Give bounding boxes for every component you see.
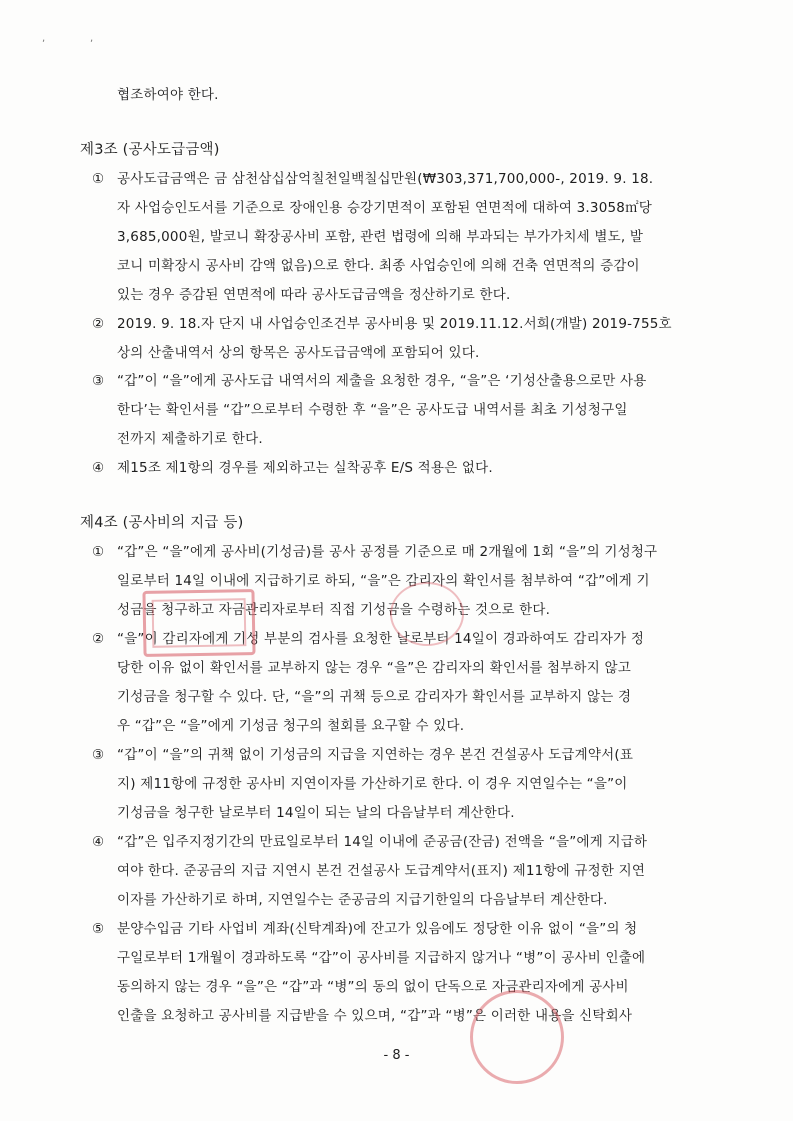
text-line: 이자를 가산하기로 하며, 지연일수는 준공금의 지급기한일의 다음날부터 계산한다. — [117, 892, 608, 908]
item-marker: ⑤ — [92, 921, 105, 937]
text-line: “갑”이 “을”에게 공사도급 내역서의 제출을 요청한 경우, “을”은 ‘기성산출용으로만 사용 — [117, 373, 647, 389]
text-line: 협조하여야 한다. — [117, 87, 219, 103]
item-marker: ② — [92, 631, 105, 647]
text-line: 동의하지 않는 경우 “을”은 “갑”과 “병”의 동의 없이 단독으로 자금관리자에게 공사비 — [117, 979, 629, 995]
item-marker: ① — [92, 544, 105, 560]
text-line: 2019. 9. 18.자 단지 내 사업승인조건부 공사비용 및 2019.11.12.서희(개발) 2019-755호 — [117, 316, 672, 332]
text-line: 구일로부터 1개월이 경과하도록 “갑”이 공사비를 지급하지 않거나 “병”이 공사비 인출에 — [117, 950, 646, 966]
item-marker: ③ — [92, 747, 105, 763]
text-line: 있는 경우 증감된 연면적에 따라 공사도급금액을 정산하기로 한다. — [117, 287, 511, 303]
text-line: 기성금을 청구할 수 있다. 단, “을”의 귀책 등으로 감리자가 확인서를 교부하지 않는 경 — [117, 689, 632, 705]
text-line: 분양수입금 기타 사업비 계좌(신탁계좌)에 잔고가 있음에도 정당한 이유 없이 “을”의 청 — [117, 921, 638, 937]
seal-stamp — [142, 589, 255, 657]
item-marker: ② — [92, 316, 105, 332]
seal-stamp — [390, 582, 464, 646]
text-line: 제15조 제1항의 경우를 제외하고는 실착공후 E/S 적용은 없다. — [117, 460, 493, 476]
text-line: 한다’는 확인서를 “갑”으로부터 수령한 후 “을”은 공사도급 내역서를 최초 기성청구일 — [117, 402, 628, 418]
text-line: 지) 제11항에 규정한 공사비 지연이자를 가산하기로 한다. 이 경우 지연일수는 “을”이 — [117, 776, 628, 792]
text-line: 상의 산출내역서 상의 항목은 공사도급금액에 포함되어 있다. — [117, 345, 480, 361]
article-3-heading: 제3조 (공사도급금액) — [80, 142, 220, 158]
text-line: 전까지 제출하기로 한다. — [117, 431, 263, 447]
article-4-heading: 제4조 (공사비의 지급 등) — [80, 515, 244, 531]
text-line: “을”이 감리자에게 기성 부분의 검사를 요청한 날로부터 14일이 경과하여도 감리자가 정 — [117, 631, 645, 647]
seal-stamp — [470, 990, 564, 1084]
text-line: 자 사업승인도서를 기준으로 장애인용 승강기면적이 포함된 연면적에 대하여 3.3058㎡당 — [117, 200, 653, 216]
text-line: 우 “갑”은 “을”에게 기성금 청구의 철회를 요구할 수 있다. — [117, 718, 465, 734]
scan-mark: , — [90, 33, 94, 44]
item-marker: ④ — [92, 460, 105, 476]
text-line: “갑”은 “을”에게 공사비(기성금)를 공사 공정를 기준으로 매 2개월에 1회 “을”의 기성청구 — [117, 544, 658, 560]
text-line: 인출을 요청하고 공사비를 지급받을 수 있으며, “갑”과 “병”은 이러한 내용을 신탁회사 — [117, 1008, 633, 1024]
text-line: 기성금을 청구한 날로부터 14일이 되는 날의 다음날부터 계산한다. — [117, 805, 515, 821]
scan-mark: , — [42, 33, 46, 44]
item-marker: ③ — [92, 373, 105, 389]
text-line: 공사도급금액은 금 삼천삼십삼억칠천일백칠십만원(₩303,371,700,000-, 2019. 9. 18. — [117, 171, 654, 187]
text-line: “갑”이 “을”의 귀책 없이 기성금의 지급을 지연하는 경우 본건 건설공사 도급계약서(표 — [117, 747, 634, 763]
page-number: - 8 - — [383, 1048, 410, 1063]
text-line: 성금을 청구하고 자금관리자로부터 직접 기성금을 수령하는 것으로 한다. — [117, 602, 551, 618]
text-line: 당한 이유 없이 확인서를 교부하지 않는 경우 “을”은 감리자의 확인서를 첨부하지 않고 — [117, 660, 631, 676]
text-line: 일로부터 14일 이내에 지급하기로 하되, “을”은 감리자의 확인서를 첨부하여 “갑”에게 기 — [117, 573, 650, 589]
item-marker: ① — [92, 171, 105, 187]
text-line: 여야 한다. 준공금의 지급 지연시 본건 건설공사 도급계약서(표지) 제11항에 규정한 지연 — [117, 863, 646, 879]
text-line: 3,685,000원, 발코니 확장공사비 포함, 관련 법령에 의해 부과되는 부가가치세 별도, 발 — [117, 229, 644, 245]
text-line: “갑”은 입주지정기간의 만료일로부터 14일 이내에 준공금(잔금) 전액을 “을”에게 지급하 — [117, 834, 648, 850]
text-line: 코니 미확장시 공사비 감액 없음)으로 한다. 최종 사업승인에 의해 건축 연면적의 증감이 — [117, 258, 640, 274]
item-marker: ④ — [92, 834, 105, 850]
